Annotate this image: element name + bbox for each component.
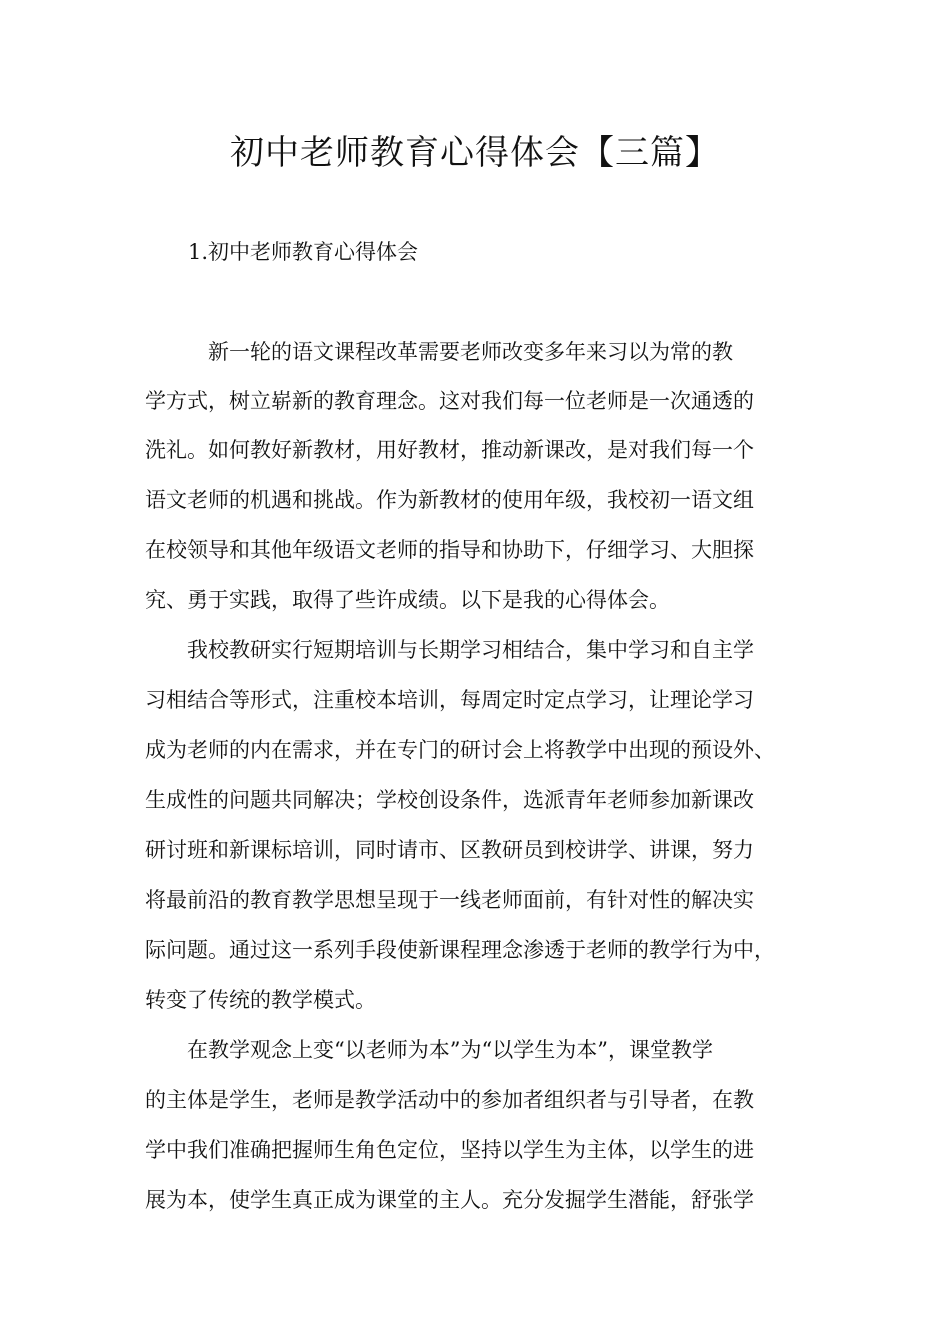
body-text-line: 洗礼。如何教好新教材，用好教材，推动新课改，是对我们每一个	[145, 438, 754, 462]
body-text-line: 究、勇于实践，取得了些许成绩。以下是我的心得体会。	[145, 588, 670, 612]
section-heading: 1.初中老师教育心得体会	[188, 240, 419, 264]
body-text-line: 成为老师的内在需求，并在专门的研讨会上将教学中出现的预设外、	[145, 738, 775, 762]
body-text-line: 转变了传统的教学模式。	[145, 988, 376, 1012]
body-text-line: 学中我们准确把握师生角色定位，坚持以学生为主体，以学生的进	[145, 1138, 754, 1162]
body-text-line: 学方式，树立崭新的教育理念。这对我们每一位老师是一次通透的	[145, 389, 754, 413]
body-text-line: 生成性的问题共同解决；学校创设条件，选派青年老师参加新课改	[145, 788, 754, 812]
body-text-line: 展为本，使学生真正成为课堂的主人。充分发掘学生潜能，舒张学	[145, 1188, 754, 1212]
body-text-line: 将最前沿的教育教学思想呈现于一线老师面前，有针对性的解决实	[145, 888, 754, 912]
body-text-line: 研讨班和新课标培训，同时请市、区教研员到校讲学、讲课，努力	[145, 838, 754, 862]
body-text-line: 的主体是学生，老师是教学活动中的参加者组织者与引导者，在教	[145, 1088, 754, 1112]
body-text-line: 在校领导和其他年级语文老师的指导和协助下，仔细学习、大胆探	[145, 538, 754, 562]
body-text-line: 新一轮的语文课程改革需要老师改变多年来习以为常的教	[145, 340, 733, 364]
body-text-line: 我校教研实行短期培训与长期学习相结合，集中学习和自主学	[145, 638, 754, 662]
body-text-line: 语文老师的机遇和挑战。作为新教材的使用年级，我校初一语文组	[145, 488, 754, 512]
body-text-line: 习相结合等形式，注重校本培训，每周定时定点学习，让理论学习	[145, 688, 754, 712]
body-text-line: 在教学观念上变“以老师为本”为“以学生为本”，课堂教学	[145, 1038, 713, 1062]
document-title: 初中老师教育心得体会【三篇】	[230, 133, 720, 173]
body-text-line: 际问题。通过这一系列手段使新课程理念渗透于老师的教学行为中，	[145, 938, 775, 962]
